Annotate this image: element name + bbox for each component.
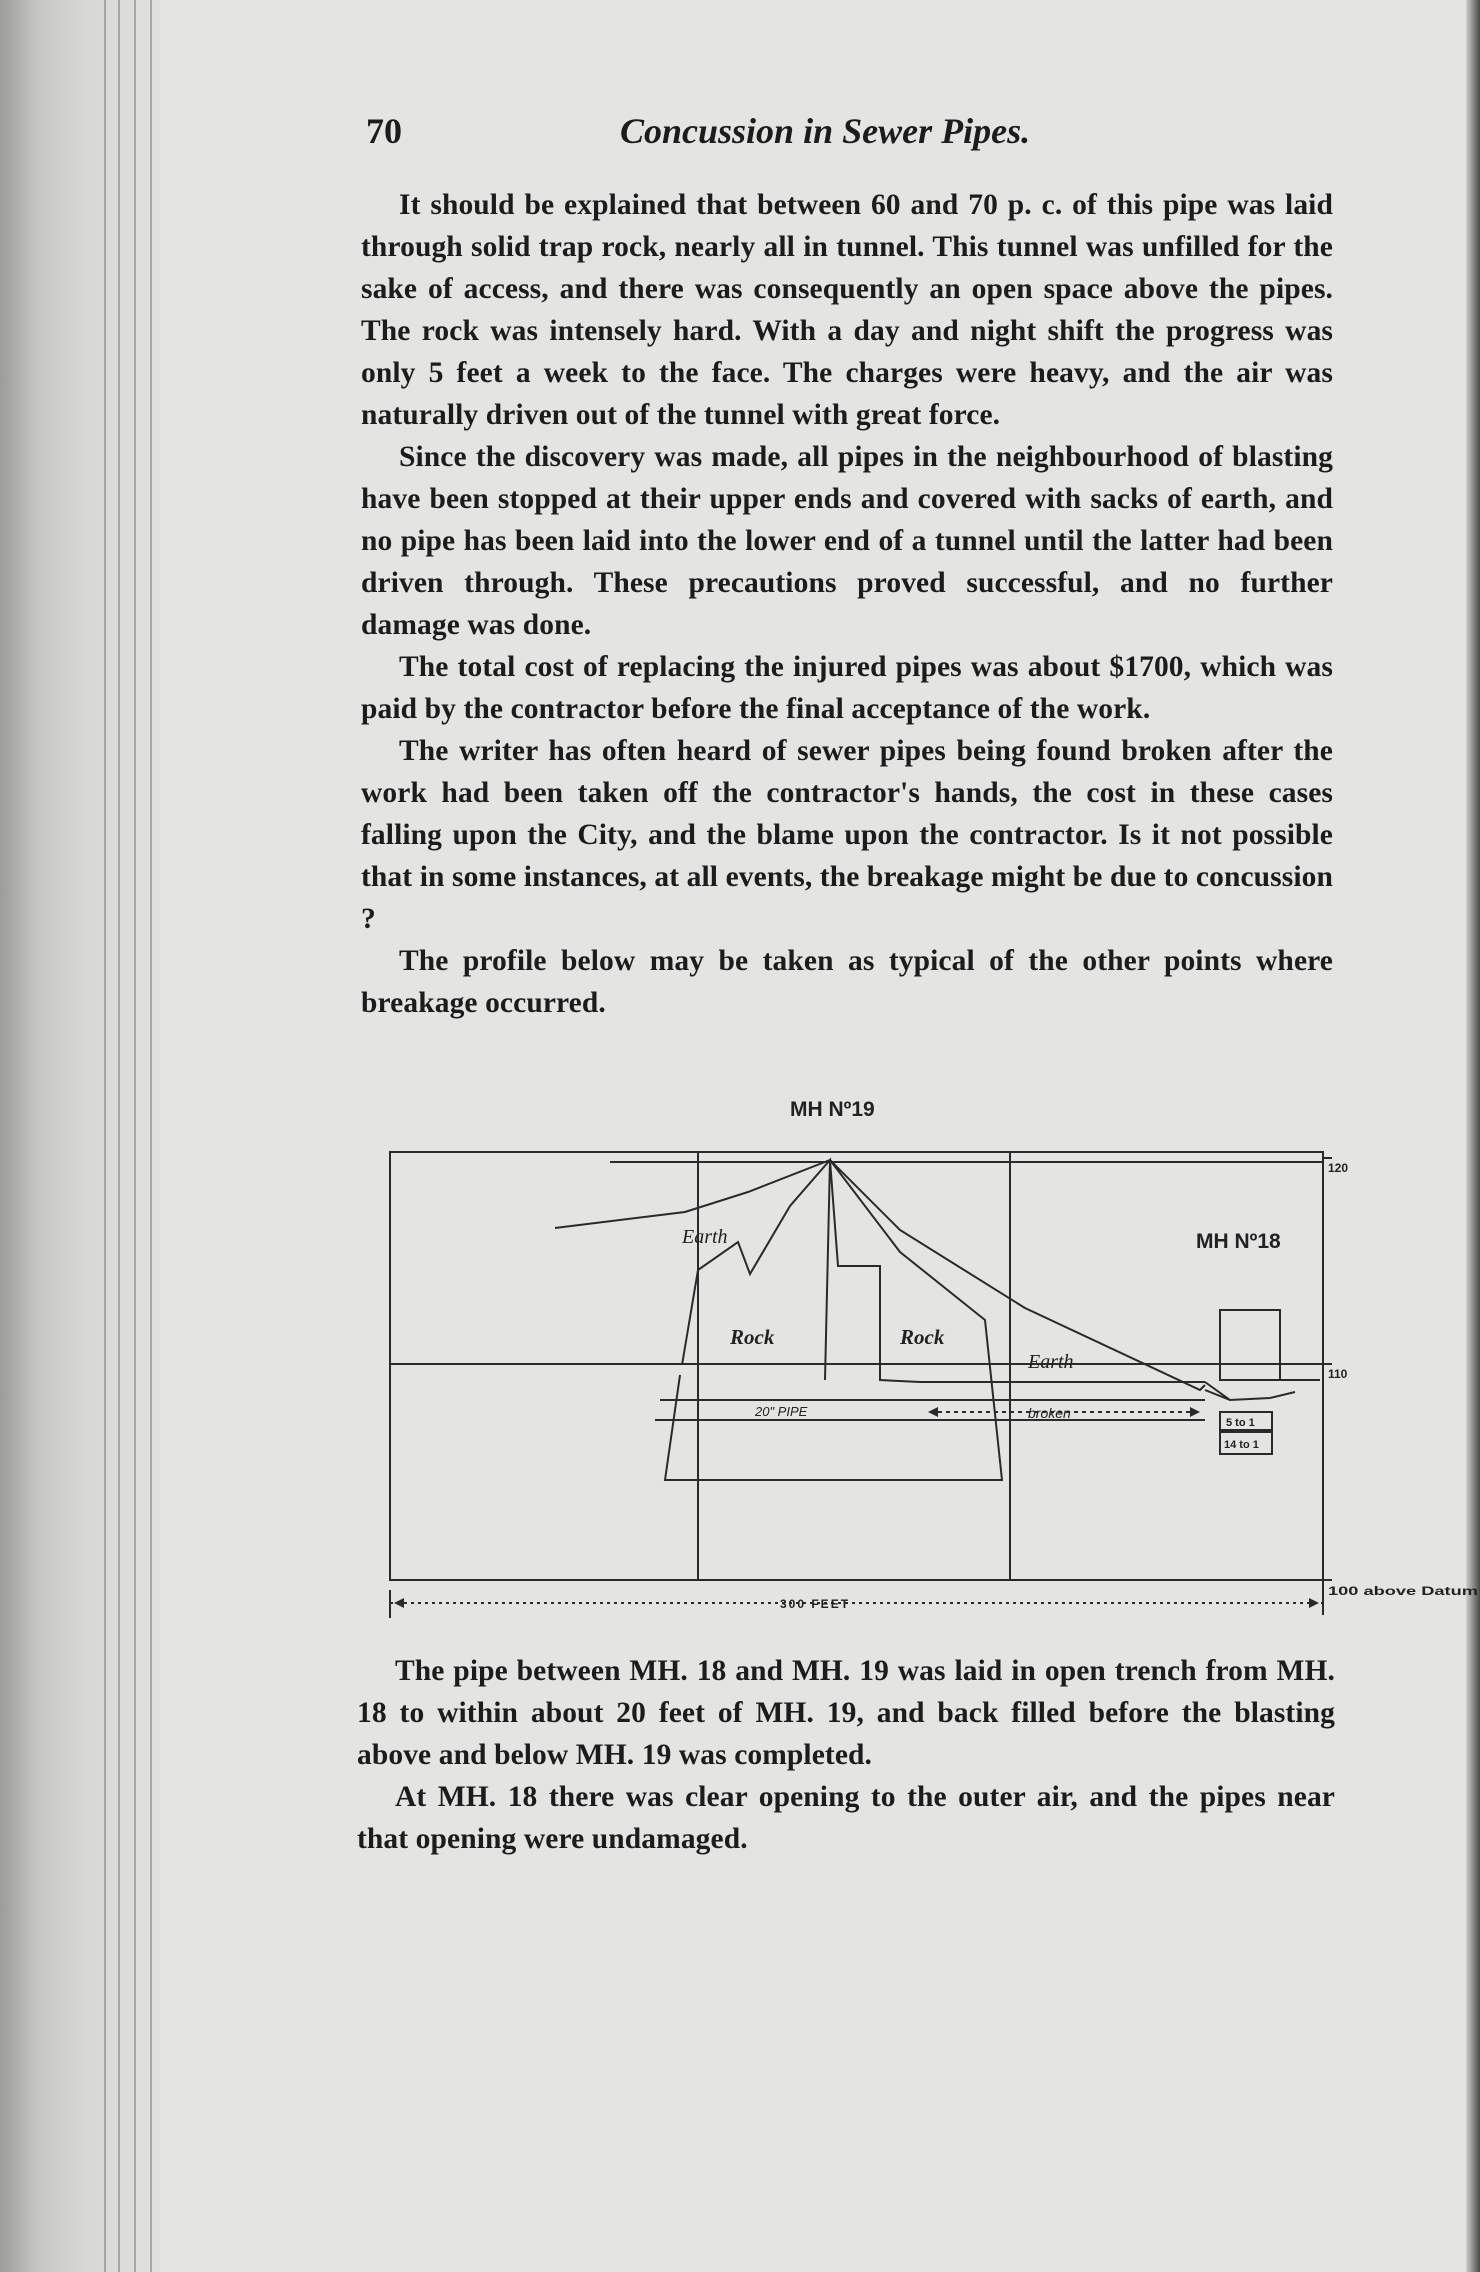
- body-text-bottom: [357, 1650, 1335, 1860]
- arrow-head-icon: [1309, 1598, 1319, 1608]
- paragraph: Since the discovery was made, all pipes in the neighbourhood of blasting have been stopped at their upper ends and covered with sacks of earth, and no pipe has been laid into the lower end of a tunnel until the latter had been driven through. These precautions proved successful, and no further damage was done.: [361, 441, 1333, 641]
- paragraph: The profile below may be taken as typical of the other points where breakage occurred.: [361, 945, 1333, 1019]
- earth-label: Earth: [682, 1226, 728, 1248]
- body-text-top: [361, 184, 1333, 1024]
- rock-label: Rock: [730, 1325, 775, 1349]
- mh19-label: MH Nº19: [790, 1098, 875, 1121]
- elevation-120-label: 120: [1328, 1161, 1349, 1175]
- diagram-frame: [390, 1152, 1323, 1580]
- pipe-label: 20" PIPE: [755, 1404, 808, 1419]
- running-title: Concussion in Sewer Pipes.: [620, 111, 1031, 151]
- paragraph: It should be explained that between 60 and 70 p. c. of this pipe was laid through solid trap rock, nearly all in tunnel. This tunnel was unfilled for the sake of access, and there was consequently an open space above the pipes. The rock was intensely hard. With a day and night shift the progress was only 5 feet a week to the face. The charges were heavy, and the air was naturally driven out of the tunnel with great force.: [361, 189, 1333, 431]
- arrow-head-icon: [1190, 1407, 1200, 1417]
- earth-label: Earth: [1028, 1351, 1074, 1373]
- page-edge-line: [118, 0, 120, 2272]
- paragraph: At MH. 18 there was clear opening to the outer air, and the pipes near that opening were undamaged.: [357, 1781, 1335, 1855]
- mh18-label: MH Nº18: [1196, 1230, 1281, 1253]
- page-edge-line: [134, 0, 136, 2272]
- elevation-110-label: 110: [1328, 1367, 1348, 1381]
- binding-shadow: [0, 0, 160, 2272]
- paragraph: The pipe between MH. 18 and MH. 19 was laid in open trench from MH. 18 to within about 20 feet of MH. 19, and back filled before the blasting above and below MH. 19 was completed.: [357, 1655, 1335, 1771]
- manhole-18-structure: [1220, 1310, 1280, 1380]
- paragraph: The writer has often heard of sewer pipes being found broken after the work had been taken off the contractor's hands, the cost in these cases falling upon the City, and the blame upon the contractor. Is it not possible that in some instances, at all events, the breakage might be due to concussion ?: [361, 735, 1333, 935]
- running-header: [360, 110, 1330, 170]
- page-edge-line: [104, 0, 106, 2272]
- elevation-100-label: 100 above Datum: [1328, 1584, 1478, 1598]
- page-edge-line: [150, 0, 152, 2272]
- broken-label: broken: [1028, 1405, 1071, 1421]
- page-number: 70: [366, 111, 402, 151]
- length-label: 300 FEET: [780, 1597, 851, 1611]
- arrow-head-icon: [928, 1407, 938, 1417]
- slope-label: 5 to 1: [1226, 1417, 1255, 1429]
- profile-diagram: [360, 1090, 1480, 1630]
- slope-label: 14 to 1: [1224, 1439, 1259, 1451]
- rock-label: Rock: [900, 1325, 945, 1349]
- paragraph: The total cost of replacing the injured pipes was about $1700, which was paid by the contractor before the final acceptance of the work.: [361, 651, 1333, 725]
- sewer-profile-figure: [360, 1090, 1480, 1630]
- arrow-head-icon: [394, 1598, 404, 1608]
